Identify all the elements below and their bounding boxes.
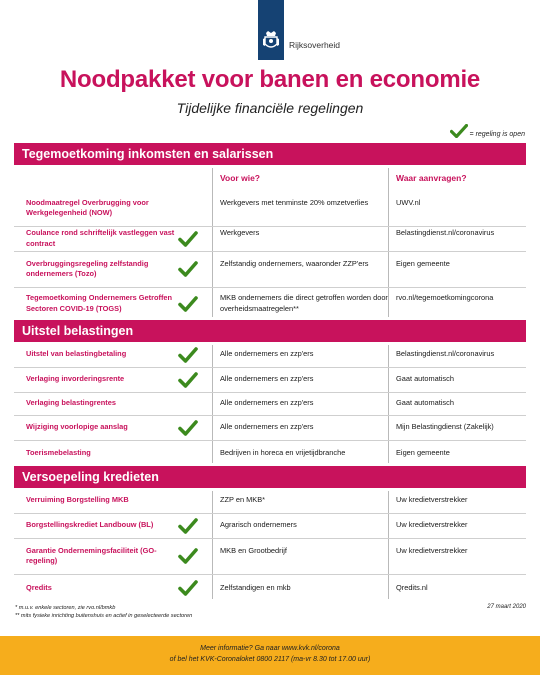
regeling-name: Tegemoetkoming Ondernemers Getroffen Sectoren COVID-19 (TOGS) [26, 293, 173, 313]
voor-wie: Werkgevers met tenminste 20% omzetverlies [220, 197, 369, 207]
regeling-name: Qredits [26, 582, 52, 592]
voor-wie: Werkgevers [220, 228, 260, 237]
check-icon [178, 296, 198, 312]
waar-aanvragen: Uw kredietverstrekker [396, 545, 468, 555]
table-row [14, 226, 526, 251]
footer-phone: of bel het KVK-Coronaloket 0800 2117 (ma-vr 8.30 tot 17.00 uur) [169, 656, 371, 663]
table-row [14, 488, 526, 513]
date: 27 maart 2020 [487, 604, 526, 610]
waar-aanvragen: Belastingdienst.nl/coronavirus [396, 349, 495, 359]
table-row [14, 251, 526, 287]
check-icon [178, 231, 198, 247]
check-icon [450, 124, 468, 138]
legend-text: = regeling is open [469, 131, 525, 138]
regeling-name: Noodmaatregel Overbrugging voor Werkgelegenheid (NOW) [26, 197, 149, 217]
voor-wie: MKB en Grootbedrijf [220, 545, 287, 555]
check-icon [178, 347, 198, 363]
footer-info: Meer informatie? Ga naar www.kvk.nl/corona [200, 645, 340, 652]
table-row [14, 287, 526, 320]
waar-aanvragen: Mijn Belastingdienst (Zakelijk) [396, 422, 494, 432]
waar-aanvragen: Belastingdienst.nl/coronavirus [396, 228, 495, 237]
table-row [14, 415, 526, 440]
table-row [14, 367, 526, 392]
table-row [14, 190, 526, 226]
table-row [14, 342, 526, 367]
waar-aanvragen: UWV.nl [396, 197, 421, 207]
check-icon [178, 372, 198, 388]
column-header-who: Voor wie? [220, 173, 260, 183]
footnote: * m.u.v. enkele sectoren, zie rvo.nl/bmkb [15, 605, 116, 611]
voor-wie: Alle ondernemers en zzp'ers [220, 374, 314, 384]
regeling-name: Verruiming Borgstelling MKB [26, 495, 129, 505]
section-header: Versoepeling kredieten [14, 466, 526, 488]
voor-wie: Agrarisch ondernemers [220, 520, 297, 530]
voor-wie: Zelfstandig ondernemers, waaronder ZZP'ers [220, 258, 369, 268]
table-row [14, 440, 526, 466]
page-subtitle: Tijdelijke financiële regelingen [176, 100, 364, 116]
waar-aanvragen: Gaat automatisch [396, 398, 454, 408]
waar-aanvragen: Eigen gemeente [396, 258, 450, 268]
crest-icon [262, 30, 280, 52]
check-icon [178, 420, 198, 436]
section-header: Uitstel belastingen [14, 320, 526, 342]
check-icon [178, 580, 198, 596]
regeling-name: Coulance rond schriftelijk vastleggen vast contract [26, 228, 175, 248]
voor-wie: Alle ondernemers en zzp'ers [220, 398, 314, 408]
column-header-where: Waar aanvragen? [396, 173, 467, 183]
voor-wie: Bedrijven in horeca en vrijetijdbranche [220, 447, 346, 457]
voor-wie: ZZP en MKB* [220, 495, 266, 505]
regeling-name: Garantie Ondernemingsfaciliteit (GO-regeling) [26, 545, 157, 565]
page-title: Noodpakket voor banen en economie [59, 66, 481, 93]
check-icon [178, 548, 198, 564]
voor-wie: MKB ondernemers die direct getroffen worden door overheidsmaatregelen** [220, 293, 388, 313]
legend [450, 124, 525, 138]
waar-aanvragen: Qredits.nl [396, 582, 428, 592]
check-icon [178, 261, 198, 277]
footnotes [15, 604, 192, 620]
voor-wie: Alle ondernemers en zzp'ers [220, 422, 314, 432]
waar-aanvragen: Eigen gemeente [396, 447, 450, 457]
table-row [14, 392, 526, 415]
check-icon [178, 518, 198, 534]
waar-aanvragen: Gaat automatisch [396, 374, 454, 384]
table-row [14, 574, 526, 602]
regeling-name: Wijziging voorlopige aanslag [26, 422, 128, 432]
voor-wie: Zelfstandigen en mkb [220, 582, 291, 592]
footer [0, 636, 540, 675]
regeling-name: Uitstel van belastingbetaling [26, 349, 127, 359]
footnote: ** mits fysieke inrichting buitenshuis en actief in geselecteerde sectoren [15, 613, 193, 619]
waar-aanvragen: rvo.nl/tegemoetkomingcorona [396, 293, 494, 302]
waar-aanvragen: Uw kredietverstrekker [396, 495, 468, 505]
waar-aanvragen: Uw kredietverstrekker [396, 520, 468, 530]
regeling-name: Overbruggingsregeling zelfstandig ondernemers (Tozo) [26, 258, 149, 278]
regeling-name: Toerismebelasting [26, 447, 91, 457]
table-row [14, 538, 526, 574]
voor-wie: Alle ondernemers en zzp'ers [220, 349, 314, 359]
section-header: Tegemoetkoming inkomsten en salarissen [14, 143, 526, 165]
regeling-name: Borgstellingskrediet Landbouw (BL) [26, 520, 154, 530]
regeling-name: Verlaging invorderingsrente [26, 374, 125, 384]
brand-name: Rijksoverheid [289, 40, 341, 50]
table-row [14, 513, 526, 538]
regeling-name: Verlaging belastingrentes [26, 398, 116, 408]
